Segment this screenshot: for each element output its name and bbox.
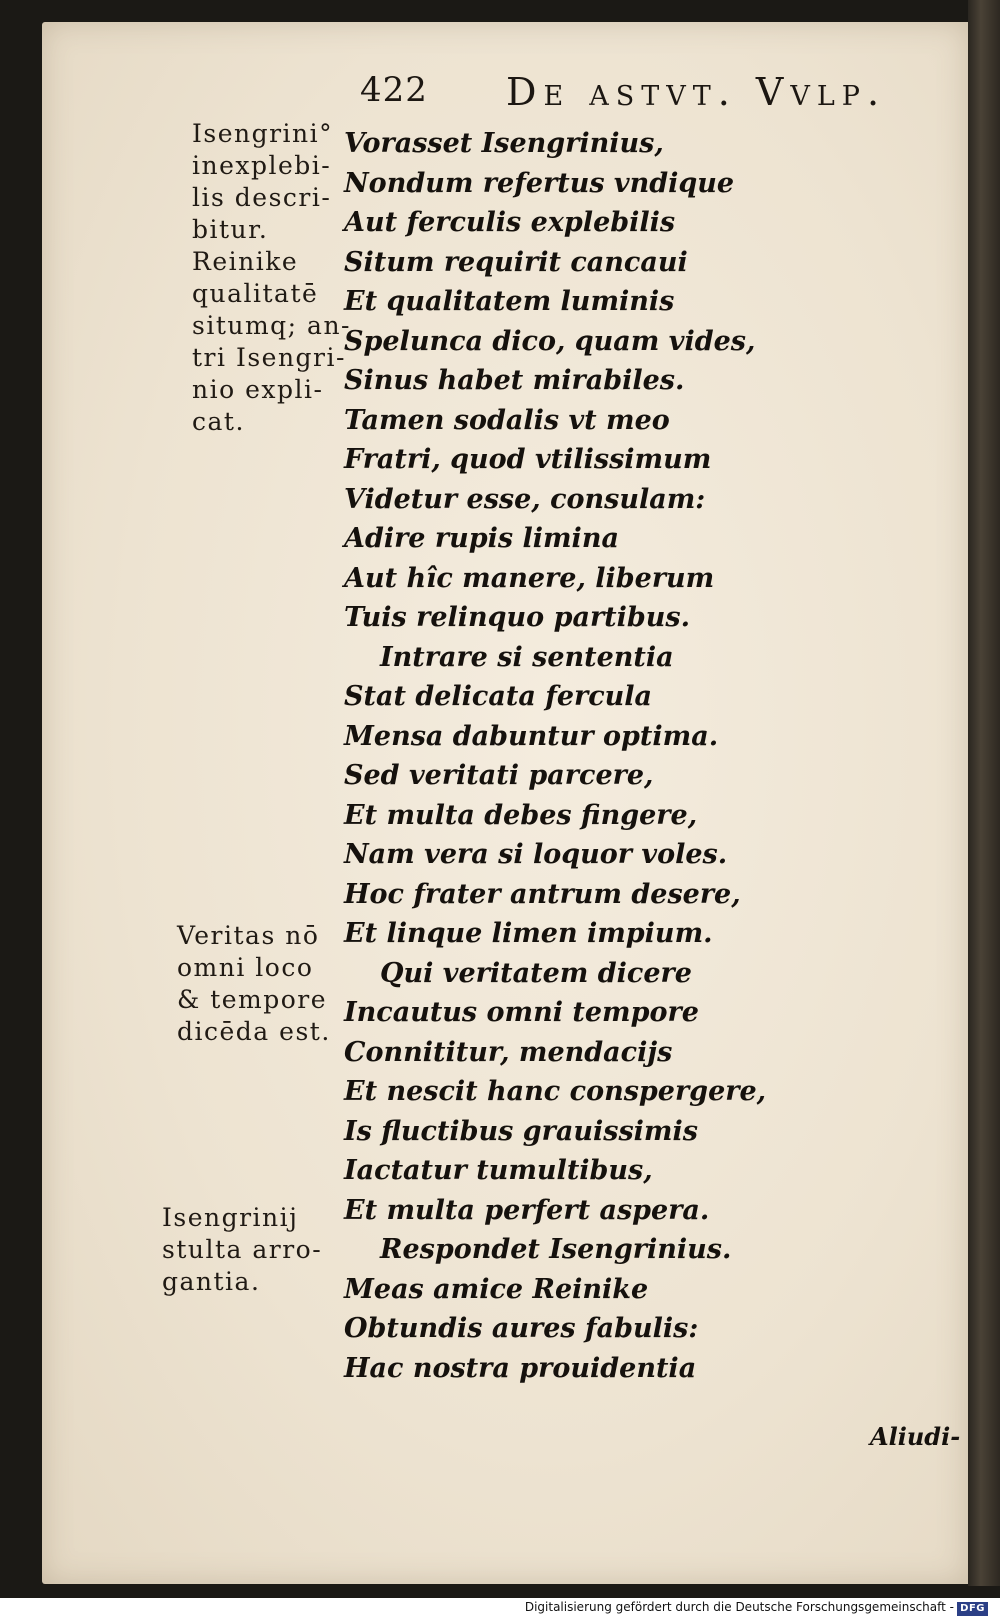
verse-line: Respondet Isengrinius. — [380, 1234, 732, 1265]
margin-note — [192, 118, 351, 438]
catchword: Aliudi- — [870, 1422, 961, 1451]
verse-line: Et multa perfert aspera. — [344, 1194, 710, 1226]
verse-line: Stat delicata fercula — [344, 681, 653, 712]
verse-line: Et qualitatem luminis — [344, 286, 675, 317]
margin-note-line: Reinike — [192, 247, 299, 276]
margin-note-line: situmq; an- — [192, 311, 352, 340]
verse-block — [344, 124, 784, 1388]
verse-line: Spelunca dico, quam vides, — [344, 325, 756, 357]
verse-line: Obtundis aures fabulis: — [344, 1313, 699, 1344]
margin-note-line: Isengrinij — [162, 1203, 299, 1232]
verse-line: Is fluctibus grauissimis — [344, 1115, 698, 1147]
margin-note-line: cat. — [192, 407, 245, 436]
margin-note-line: nio expli- — [192, 375, 324, 404]
verse-line: Et multa debes fingere, — [344, 799, 698, 831]
margin-note — [162, 1202, 322, 1298]
verse-line: Aut hîc manere, liberum — [344, 562, 715, 594]
dfg-logo: DFG — [957, 1602, 988, 1616]
margin-note-line: Isengrini° — [192, 119, 334, 148]
running-title: De astvt. Vvlp. — [506, 70, 887, 114]
page-header — [360, 70, 920, 116]
margin-note-line: gantia. — [162, 1267, 261, 1296]
margin-note-line: stulta arro- — [162, 1235, 323, 1264]
verse-line: Situm requirit cancaui — [344, 246, 688, 278]
verse-line: Sinus habet mirabiles. — [344, 365, 685, 396]
verse-line: Mensa dabuntur optima. — [344, 720, 719, 752]
book-page — [42, 22, 968, 1584]
margin-note-line: Veritas nō — [177, 921, 320, 950]
margin-note-line: qualitatē — [192, 279, 319, 308]
verse-line: Fratri, quod vtilissimum — [344, 444, 712, 475]
verse-line: Tuis relinquo partibus. — [344, 602, 691, 633]
verse-line: Hoc frater antrum desere, — [344, 878, 741, 910]
verse-line: Meas amice Reinike — [344, 1273, 649, 1305]
verse-line: Videtur esse, consulam: — [344, 483, 706, 515]
verse-line: Et nescit hanc conspergere, — [344, 1076, 767, 1107]
page-number: 422 — [360, 70, 428, 110]
margin-note — [177, 920, 331, 1048]
verse-line: Intrare si sententia — [380, 641, 674, 673]
margin-note-line: bitur. — [192, 215, 269, 244]
verse-line: Qui veritatem dicere — [380, 957, 692, 989]
margin-note-line: omni loco — [177, 953, 314, 982]
verse-line: Incautus omni tempore — [344, 997, 699, 1028]
verse-line: Iactatur tumultibus, — [344, 1155, 653, 1186]
verse-line: Nam vera si loquor voles. — [344, 839, 728, 870]
verse-line: Tamen sodalis vt meo — [344, 404, 670, 436]
verse-line: Adire rupis limina — [344, 523, 619, 554]
verse-line: Vorasset Isengrinius, — [344, 128, 664, 159]
verse-line: Connititur, mendacijs — [344, 1036, 673, 1068]
verse-line: Nondum refertus vndique — [344, 167, 735, 199]
margin-note-line: lis descri- — [192, 183, 332, 212]
margin-note-line: inexplebi- — [192, 151, 332, 180]
margin-note-line: & tempore — [177, 985, 328, 1014]
scan-background-edge — [968, 0, 1000, 1586]
verse-line: Hac nostra prouidentia — [344, 1352, 697, 1384]
margin-note-line: dicēda est. — [177, 1017, 331, 1046]
digitization-credit: Digitalisierung gefördert durch die Deutsche Forschungsgemeinschaft - — [524, 1600, 954, 1614]
margin-note-line: tri Isengri- — [192, 343, 346, 372]
verse-line: Sed veritati parcere, — [344, 760, 654, 791]
verse-line: Et linque limen impium. — [344, 918, 713, 949]
verse-line: Aut ferculis explebilis — [344, 207, 676, 238]
